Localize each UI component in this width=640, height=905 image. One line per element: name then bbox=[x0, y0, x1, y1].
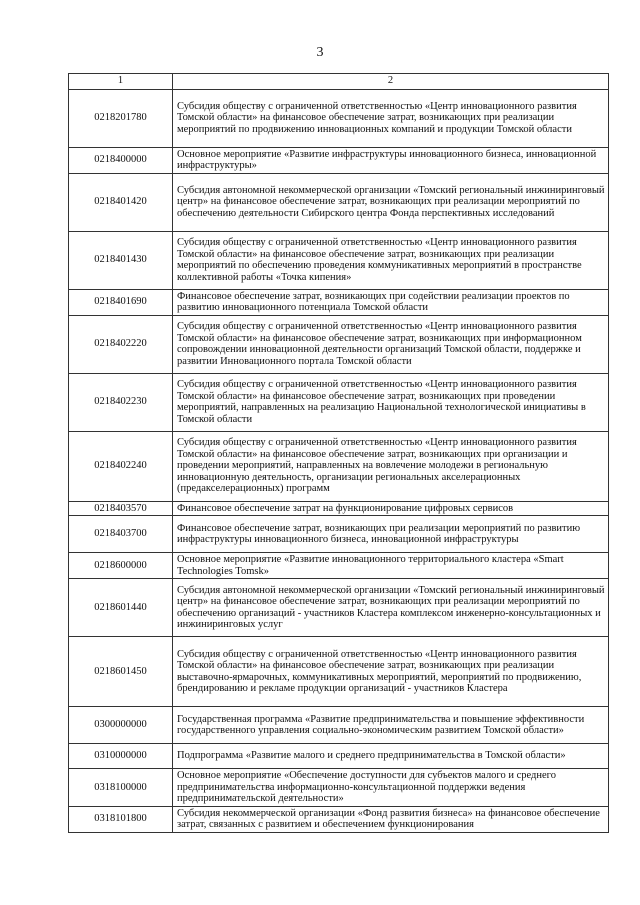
row-code: 0218401690 bbox=[69, 289, 173, 315]
row-code: 0218402240 bbox=[69, 431, 173, 501]
table-header-row bbox=[69, 74, 609, 90]
table-row bbox=[69, 516, 609, 553]
row-code: 0318100000 bbox=[69, 769, 173, 807]
table-row bbox=[69, 373, 609, 431]
table-row bbox=[69, 173, 609, 231]
row-description: Основное мероприятие «Развитие инновационного территориального кластера «Smart Technologies Tomsk» bbox=[173, 553, 609, 579]
table-row bbox=[69, 637, 609, 707]
row-code: 0300000000 bbox=[69, 707, 173, 744]
row-description: Субсидия обществу с ограниченной ответственностью «Центр инновационного развития Томской области» на финансовое обеспечение затрат, возникающих при организации и проведении мероприятий, направленных на вовлечение молодежи в региональную инновационную деятельность, организации региональных акселерационных (предакселерационных) программ bbox=[173, 431, 609, 501]
row-code: 0218401420 bbox=[69, 173, 173, 231]
table-row bbox=[69, 806, 609, 832]
table-row bbox=[69, 315, 609, 373]
row-code: 0218403700 bbox=[69, 516, 173, 553]
row-description: Финансовое обеспечение затрат, возникающих при реализации мероприятий по развитию инфраструктуры инновационного бизнеса, инновационной инфраструктуры bbox=[173, 516, 609, 553]
row-description: Субсидия обществу с ограниченной ответственностью «Центр инновационного развития Томской области» на финансовое обеспечение затрат, возникающих при информационном сопровождении инновационной деятельности организаций Томской области, поддержке и развитии Инновационного портала Томской области bbox=[173, 315, 609, 373]
budget-classification-table bbox=[68, 73, 609, 833]
table-row bbox=[69, 289, 609, 315]
table-row bbox=[69, 707, 609, 744]
row-code: 0218400000 bbox=[69, 147, 173, 173]
row-code: 0218402230 bbox=[69, 373, 173, 431]
row-code: 0218600000 bbox=[69, 553, 173, 579]
table-row bbox=[69, 231, 609, 289]
table-row bbox=[69, 579, 609, 637]
column-header-description: 2 bbox=[173, 74, 609, 90]
column-header-code: 1 bbox=[69, 74, 173, 90]
row-description: Субсидия обществу с ограниченной ответственностью «Центр инновационного развития Томской области» на финансовое обеспечение затрат, возникающих при реализации мероприятий по продвижению инновационных компаний и продукции Томской области bbox=[173, 89, 609, 147]
row-description: Подпрограмма «Развитие малого и среднего предпринимательства в Томской области» bbox=[173, 744, 609, 769]
table-row bbox=[69, 501, 609, 516]
row-description: Субсидия автономной некоммерческой организации «Томский региональный инжиниринговый центр» на финансовое обеспечение затрат, возникающих при реализации мероприятий по обеспечению организаций - участников Кластера комплексом инженерно-консультационных и инжиниринговых услуг bbox=[173, 579, 609, 637]
table-row bbox=[69, 744, 609, 769]
row-description: Субсидия обществу с ограниченной ответственностью «Центр инновационного развития Томской области» на финансовое обеспечение затрат, возникающих при реализации мероприятий по обеспечению проведения коммуникативных мероприятий в пространстве коллективной работы «Точка кипения» bbox=[173, 231, 609, 289]
row-description: Субсидия обществу с ограниченной ответственностью «Центр инновационного развития Томской области» на финансовое обеспечение затрат, возникающих при проведении мероприятий, направленных на реализацию Национальной технологической инициативы в Томской области bbox=[173, 373, 609, 431]
row-code: 0310000000 bbox=[69, 744, 173, 769]
row-description: Основное мероприятие «Обеспечение доступности для субъектов малого и среднего предпринимательства информационно-консультационной поддержки ведения предпринимательской деятельности» bbox=[173, 769, 609, 807]
row-code: 0218401430 bbox=[69, 231, 173, 289]
table-row bbox=[69, 431, 609, 501]
page-number: 3 bbox=[316, 45, 324, 60]
table-row bbox=[69, 89, 609, 147]
row-code: 0218601440 bbox=[69, 579, 173, 637]
row-description: Субсидия некоммерческой организации «Фонд развития бизнеса» на финансовое обеспечение затрат, связанных с развитием и обеспечением функционирования bbox=[173, 806, 609, 832]
row-description: Субсидия обществу с ограниченной ответственностью «Центр инновационного развития Томской области» на финансовое обеспечение затрат, возникающих при реализации выставочно-ярмарочных, коммуникативных мероприятий, мероприятий по продвижению, брендированию и рекламе продукции организаций - участников Кластера bbox=[173, 637, 609, 707]
row-description: Основное мероприятие «Развитие инфраструктуры инновационного бизнеса, инновационной инфраструктуры» bbox=[173, 147, 609, 173]
row-description: Субсидия автономной некоммерческой организации «Томский региональный инжиниринговый центр» на финансовое обеспечение затрат, возникающих при реализации мероприятий по обеспечению деятельности Сибирского центра Фонда перспективных исследований bbox=[173, 173, 609, 231]
row-description: Государственная программа «Развитие предпринимательства и повышение эффективности государственного управления социально-экономическим развитием Томской области» bbox=[173, 707, 609, 744]
row-code: 0218403570 bbox=[69, 501, 173, 516]
row-description: Финансовое обеспечение затрат на функционирование цифровых сервисов bbox=[173, 501, 609, 516]
row-code: 0318101800 bbox=[69, 806, 173, 832]
table-row bbox=[69, 553, 609, 579]
table-row bbox=[69, 769, 609, 807]
row-code: 0218201780 bbox=[69, 89, 173, 147]
row-code: 0218601450 bbox=[69, 637, 173, 707]
row-description: Финансовое обеспечение затрат, возникающих при содействии реализации проектов по развитию инновационного потенциала Томской области bbox=[173, 289, 609, 315]
row-code: 0218402220 bbox=[69, 315, 173, 373]
table-row bbox=[69, 147, 609, 173]
